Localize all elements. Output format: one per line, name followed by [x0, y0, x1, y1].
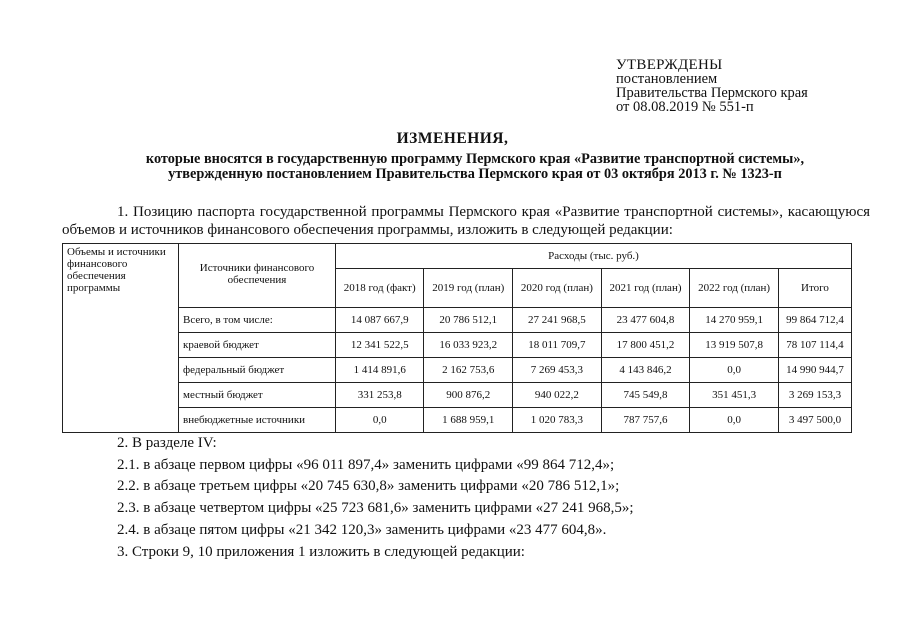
cell-value: 351 451,3 [690, 383, 779, 408]
cell-value: 16 033 923,2 [424, 333, 513, 358]
cell-value: 27 241 968,5 [513, 308, 602, 333]
table-row [63, 308, 852, 333]
cell-value: 1 688 959,1 [424, 408, 513, 433]
cell-value: 1 414 891,6 [336, 358, 424, 383]
cell-value: 940 022,2 [513, 383, 602, 408]
table-row [63, 358, 852, 383]
cell-value: 3 269 153,3 [778, 383, 851, 408]
column-header: 2020 год (план) [513, 269, 602, 308]
table-left-header: Объемы и источники финансового обеспечения программы [63, 244, 179, 433]
approval-line: Правительства Пермского края [616, 85, 808, 101]
column-header: 2019 год (план) [424, 269, 513, 308]
cell-value: 3 497 500,0 [778, 408, 851, 433]
cell-value: 17 800 451,2 [601, 333, 690, 358]
row-label: краевой бюджет [179, 333, 336, 358]
row-label: Всего, в том числе: [179, 308, 336, 333]
cell-value: 900 876,2 [424, 383, 513, 408]
cell-value: 23 477 604,8 [601, 308, 690, 333]
approval-title: УТВЕРЖДЕНЫ [616, 57, 723, 73]
column-header: 2018 год (факт) [336, 269, 424, 308]
cell-value: 20 786 512,1 [424, 308, 513, 333]
cell-value: 14 270 959,1 [690, 308, 779, 333]
financing-table [62, 243, 852, 433]
list-item: 2.3. в абзаце четвертом цифры «25 723 681,6» заменить цифрами «27 241 968,5»; [117, 500, 634, 517]
row-label: местный бюджет [179, 383, 336, 408]
table-row [63, 408, 852, 433]
list-item: 3. Строки 9, 10 приложения 1 изложить в следующей редакции: [117, 543, 525, 560]
table-row [63, 333, 852, 358]
row-label: федеральный бюджет [179, 358, 336, 383]
list-item: 2.2. в абзаце третьем цифры «20 745 630,8» заменить цифрами «20 786 512,1»; [117, 478, 620, 495]
cell-value: 14 990 944,7 [778, 358, 851, 383]
column-header: 2021 год (план) [601, 269, 690, 308]
cell-value: 787 757,6 [601, 408, 690, 433]
cell-value: 12 341 522,5 [336, 333, 424, 358]
list-item: 2. В разделе IV: [117, 435, 217, 451]
cell-value: 18 011 709,7 [513, 333, 602, 358]
cell-value: 78 107 114,4 [778, 333, 851, 358]
cell-value: 14 087 667,9 [336, 308, 424, 333]
cell-value: 331 253,8 [336, 383, 424, 408]
cell-value: 13 919 507,8 [690, 333, 779, 358]
sources-header: Источники финансового обеспечения [179, 244, 336, 308]
paragraph-1: 1. Позицию паспорта государственной программы Пермского края «Развитие транспортной системы», касающуюся объемов и источников финансового обеспечения программы, изложить в следующей редакции: [62, 204, 870, 238]
approval-stamp [616, 58, 808, 114]
cell-value: 745 549,8 [601, 383, 690, 408]
column-header: 2022 год (план) [690, 269, 779, 308]
row-label: внебюджетные источники [179, 408, 336, 433]
document-subtitle [80, 152, 870, 182]
cell-value: 2 162 753,6 [424, 358, 513, 383]
cell-value: 0,0 [690, 358, 779, 383]
table-row [63, 383, 852, 408]
column-header: Итого [778, 269, 851, 308]
approval-line: постановлением [616, 71, 718, 87]
cell-value: 7 269 453,3 [513, 358, 602, 383]
cell-value: 4 143 846,2 [601, 358, 690, 383]
cell-value: 0,0 [336, 408, 424, 433]
cell-value: 1 020 783,3 [513, 408, 602, 433]
list-item: 2.1. в абзаце первом цифры «96 011 897,4» заменить цифрами «99 864 712,4»; [117, 456, 615, 473]
cell-value: 99 864 712,4 [778, 308, 851, 333]
cell-value: 0,0 [690, 408, 779, 433]
expenses-header: Расходы (тыс. руб.) [336, 244, 852, 269]
list-item: 2.4. в абзаце пятом цифры «21 342 120,3» заменить цифрами «23 477 604,8». [117, 521, 607, 538]
approval-date: от 08.08.2019 № 551-п [616, 99, 754, 115]
subtitle-line: утвержденную постановлением Правительства Пермского края от 03 октября 2013 г. № 1323-п [168, 166, 782, 182]
subtitle-line: которые вносятся в государственную программу Пермского края «Развитие транспортной системы», [145, 151, 805, 167]
document-title: ИЗМЕНЕНИЯ, [396, 130, 509, 147]
amendment-items [117, 433, 634, 563]
